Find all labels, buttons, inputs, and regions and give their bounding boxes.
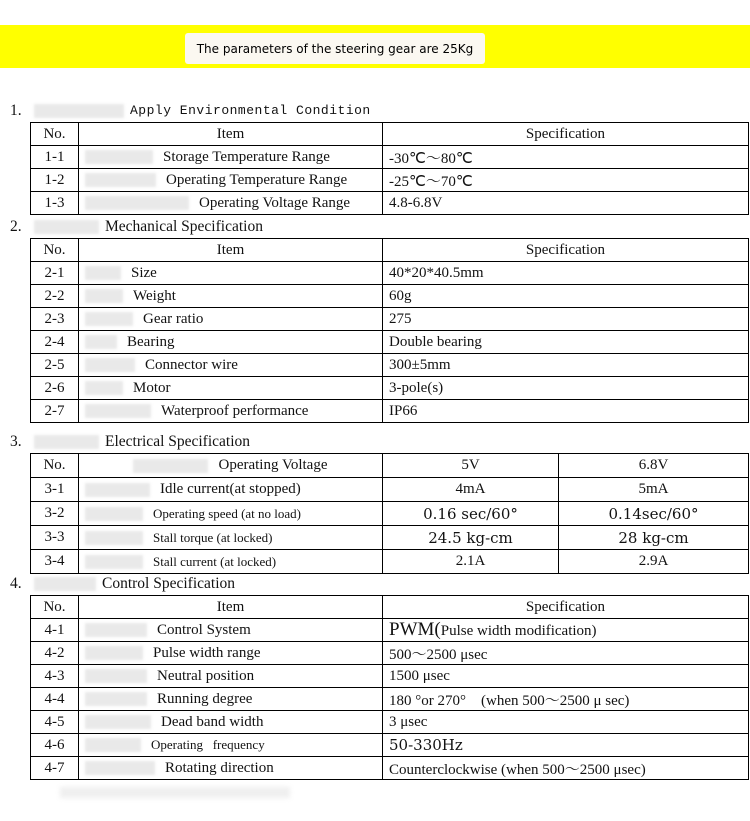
redacted-text bbox=[34, 435, 99, 449]
header-spec: Specification bbox=[383, 123, 749, 146]
cell-no: 4-4 bbox=[31, 688, 79, 711]
cell-no: 4-5 bbox=[31, 711, 79, 734]
cell-spec: -25℃～70℃ bbox=[383, 169, 749, 192]
cell-item: Gear ratio bbox=[79, 308, 383, 331]
cell-value-6-8v: 0.14sec/60° bbox=[559, 502, 749, 526]
cell-no: 1-2 bbox=[31, 169, 79, 192]
section-title: Electrical Specification bbox=[105, 432, 251, 450]
cell-spec: 50-330Hz bbox=[383, 734, 749, 757]
cell-item: Operating frequency bbox=[79, 734, 383, 757]
cell-item: Size bbox=[79, 262, 383, 285]
section-title: Mechanical Specification bbox=[105, 217, 263, 235]
header-5v: 5V bbox=[383, 454, 559, 478]
header-item: Item bbox=[79, 123, 383, 146]
header-6-8v: 6.8V bbox=[559, 454, 749, 478]
section-number: 4. bbox=[10, 574, 22, 592]
cell-spec: 40*20*40.5mm bbox=[383, 262, 749, 285]
cell-spec: 3 μsec bbox=[383, 711, 749, 734]
redacted-text bbox=[85, 531, 143, 545]
cell-no: 2-6 bbox=[31, 377, 79, 400]
section-title: Apply Environmental Condition bbox=[130, 103, 371, 118]
cell-item: Operating Temperature Range bbox=[79, 169, 383, 192]
redacted-text bbox=[85, 312, 133, 326]
table-row bbox=[31, 526, 749, 550]
cell-no: 2-1 bbox=[31, 262, 79, 285]
cell-no: 3-2 bbox=[31, 502, 79, 526]
cell-item: Operating Voltage Range bbox=[79, 192, 383, 215]
cell-spec: 3-pole(s) bbox=[383, 377, 749, 400]
redacted-text bbox=[85, 669, 147, 683]
redacted-text bbox=[133, 459, 208, 473]
section-2-heading bbox=[10, 218, 263, 235]
cell-spec: -30℃～80℃ bbox=[383, 146, 749, 169]
table-environmental-condition bbox=[30, 122, 749, 215]
cell-item: Stall current (at locked) bbox=[79, 550, 383, 574]
cell-no: 2-2 bbox=[31, 285, 79, 308]
section-number: 3. bbox=[10, 432, 22, 450]
table-row bbox=[31, 169, 749, 192]
cell-item: Neutral position bbox=[79, 665, 383, 688]
redacted-text bbox=[85, 266, 121, 280]
cell-spec: 275 bbox=[383, 308, 749, 331]
redacted-text bbox=[85, 335, 117, 349]
section-title: Control Specification bbox=[102, 574, 236, 592]
table-row bbox=[31, 377, 749, 400]
redacted-text bbox=[34, 104, 124, 118]
cell-item: Dead band width bbox=[79, 711, 383, 734]
cell-spec: 300±5mm bbox=[383, 354, 749, 377]
cell-spec: Double bearing bbox=[383, 331, 749, 354]
redacted-text bbox=[85, 715, 151, 729]
header-no: No. bbox=[31, 596, 79, 619]
table-row bbox=[31, 502, 749, 526]
redacted-text bbox=[85, 555, 143, 569]
section-number: 2. bbox=[10, 217, 22, 235]
redacted-text bbox=[85, 507, 143, 521]
redacted-text bbox=[85, 623, 147, 637]
table-electrical-spec bbox=[30, 453, 749, 574]
table-row bbox=[31, 354, 749, 377]
cell-item: Bearing bbox=[79, 331, 383, 354]
table-row bbox=[31, 619, 749, 642]
cell-spec: 500～2500 μsec bbox=[383, 642, 749, 665]
table-row bbox=[31, 146, 749, 169]
cell-no: 4-7 bbox=[31, 757, 79, 780]
cell-no: 4-6 bbox=[31, 734, 79, 757]
table-row bbox=[31, 285, 749, 308]
cell-item: Idle current(at stopped) bbox=[79, 478, 383, 502]
cell-item: Storage Temperature Range bbox=[79, 146, 383, 169]
table-row bbox=[31, 192, 749, 215]
table-header-row bbox=[31, 123, 749, 146]
cell-spec: 180 °or 270° (when 500～2500 μ sec) bbox=[383, 688, 749, 711]
cell-no: 3-3 bbox=[31, 526, 79, 550]
cell-value-5v: 4mA bbox=[383, 478, 559, 502]
redacted-text bbox=[85, 173, 156, 187]
redacted-text bbox=[85, 692, 147, 706]
cell-item: Pulse width range bbox=[79, 642, 383, 665]
cell-item: Waterproof performance bbox=[79, 400, 383, 423]
table-row bbox=[31, 262, 749, 285]
cell-value-6-8v: 28 kg-cm bbox=[559, 526, 749, 550]
cell-spec: Counterclockwise (when 500～2500 μsec) bbox=[383, 757, 749, 780]
redacted-text bbox=[85, 646, 143, 660]
header-item: Item bbox=[79, 596, 383, 619]
cell-value-5v: 0.16 sec/60° bbox=[383, 502, 559, 526]
header-spec: Specification bbox=[383, 239, 749, 262]
cell-no: 2-4 bbox=[31, 331, 79, 354]
table-row bbox=[31, 734, 749, 757]
cell-value-6-8v: 5mA bbox=[559, 478, 749, 502]
header-no: No. bbox=[31, 239, 79, 262]
header-no: No. bbox=[31, 123, 79, 146]
redacted-text bbox=[85, 381, 123, 395]
cell-spec: 1500 μsec bbox=[383, 665, 749, 688]
cell-no: 4-1 bbox=[31, 619, 79, 642]
section-1-heading bbox=[10, 102, 371, 119]
table-row bbox=[31, 400, 749, 423]
redacted-text bbox=[60, 787, 290, 798]
cell-value-5v: 2.1A bbox=[383, 550, 559, 574]
table-row bbox=[31, 711, 749, 734]
cell-item: Connector wire bbox=[79, 354, 383, 377]
table-row bbox=[31, 550, 749, 574]
cell-item: Rotating direction bbox=[79, 757, 383, 780]
cell-no: 4-3 bbox=[31, 665, 79, 688]
redacted-text bbox=[85, 196, 189, 210]
table-header-row bbox=[31, 239, 749, 262]
note-text: The parameters of the steering gear are 25Kg bbox=[196, 41, 474, 56]
section-4-heading bbox=[10, 575, 235, 592]
redacted-text bbox=[85, 150, 153, 164]
cell-no: 3-1 bbox=[31, 478, 79, 502]
table-row bbox=[31, 688, 749, 711]
header-item: Item bbox=[79, 239, 383, 262]
section-number: 1. bbox=[10, 101, 22, 119]
header-spec: Specification bbox=[383, 596, 749, 619]
table-row bbox=[31, 642, 749, 665]
redacted-text bbox=[85, 358, 135, 372]
cell-no: 4-2 bbox=[31, 642, 79, 665]
cell-no: 2-3 bbox=[31, 308, 79, 331]
cell-item: Control System bbox=[79, 619, 383, 642]
table-header-row bbox=[31, 596, 749, 619]
cell-item: Operating speed (at no load) bbox=[79, 502, 383, 526]
redacted-text bbox=[85, 404, 151, 418]
cell-value-6-8v: 2.9A bbox=[559, 550, 749, 574]
cell-item: Stall torque (at locked) bbox=[79, 526, 383, 550]
section-3-heading bbox=[10, 433, 250, 450]
cell-item: Running degree bbox=[79, 688, 383, 711]
table-mechanical-spec bbox=[30, 238, 749, 423]
redacted-text bbox=[34, 577, 96, 591]
redacted-text bbox=[34, 220, 99, 234]
redacted-text bbox=[85, 738, 141, 752]
table-row bbox=[31, 308, 749, 331]
cell-item: Motor bbox=[79, 377, 383, 400]
cell-spec: 4.8-6.8V bbox=[383, 192, 749, 215]
cell-no: 3-4 bbox=[31, 550, 79, 574]
cell-no: 1-3 bbox=[31, 192, 79, 215]
redacted-text bbox=[85, 761, 155, 775]
header-operating-voltage: Operating Voltage bbox=[79, 454, 383, 478]
header-no: No. bbox=[31, 454, 79, 478]
table-row bbox=[31, 757, 749, 780]
cell-spec: PWM(Pulse width modification) bbox=[383, 619, 749, 642]
redacted-text bbox=[85, 483, 150, 497]
note-box bbox=[185, 33, 485, 64]
cell-spec: IP66 bbox=[383, 400, 749, 423]
table-header-row bbox=[31, 454, 749, 478]
cell-no: 2-5 bbox=[31, 354, 79, 377]
table-row bbox=[31, 478, 749, 502]
cell-spec: 60g bbox=[383, 285, 749, 308]
cell-no: 1-1 bbox=[31, 146, 79, 169]
table-control-spec bbox=[30, 595, 749, 780]
cell-value-5v: 24.5 kg-cm bbox=[383, 526, 559, 550]
table-row bbox=[31, 331, 749, 354]
cell-item: Weight bbox=[79, 285, 383, 308]
cell-no: 2-7 bbox=[31, 400, 79, 423]
table-row bbox=[31, 665, 749, 688]
redacted-text bbox=[85, 289, 123, 303]
